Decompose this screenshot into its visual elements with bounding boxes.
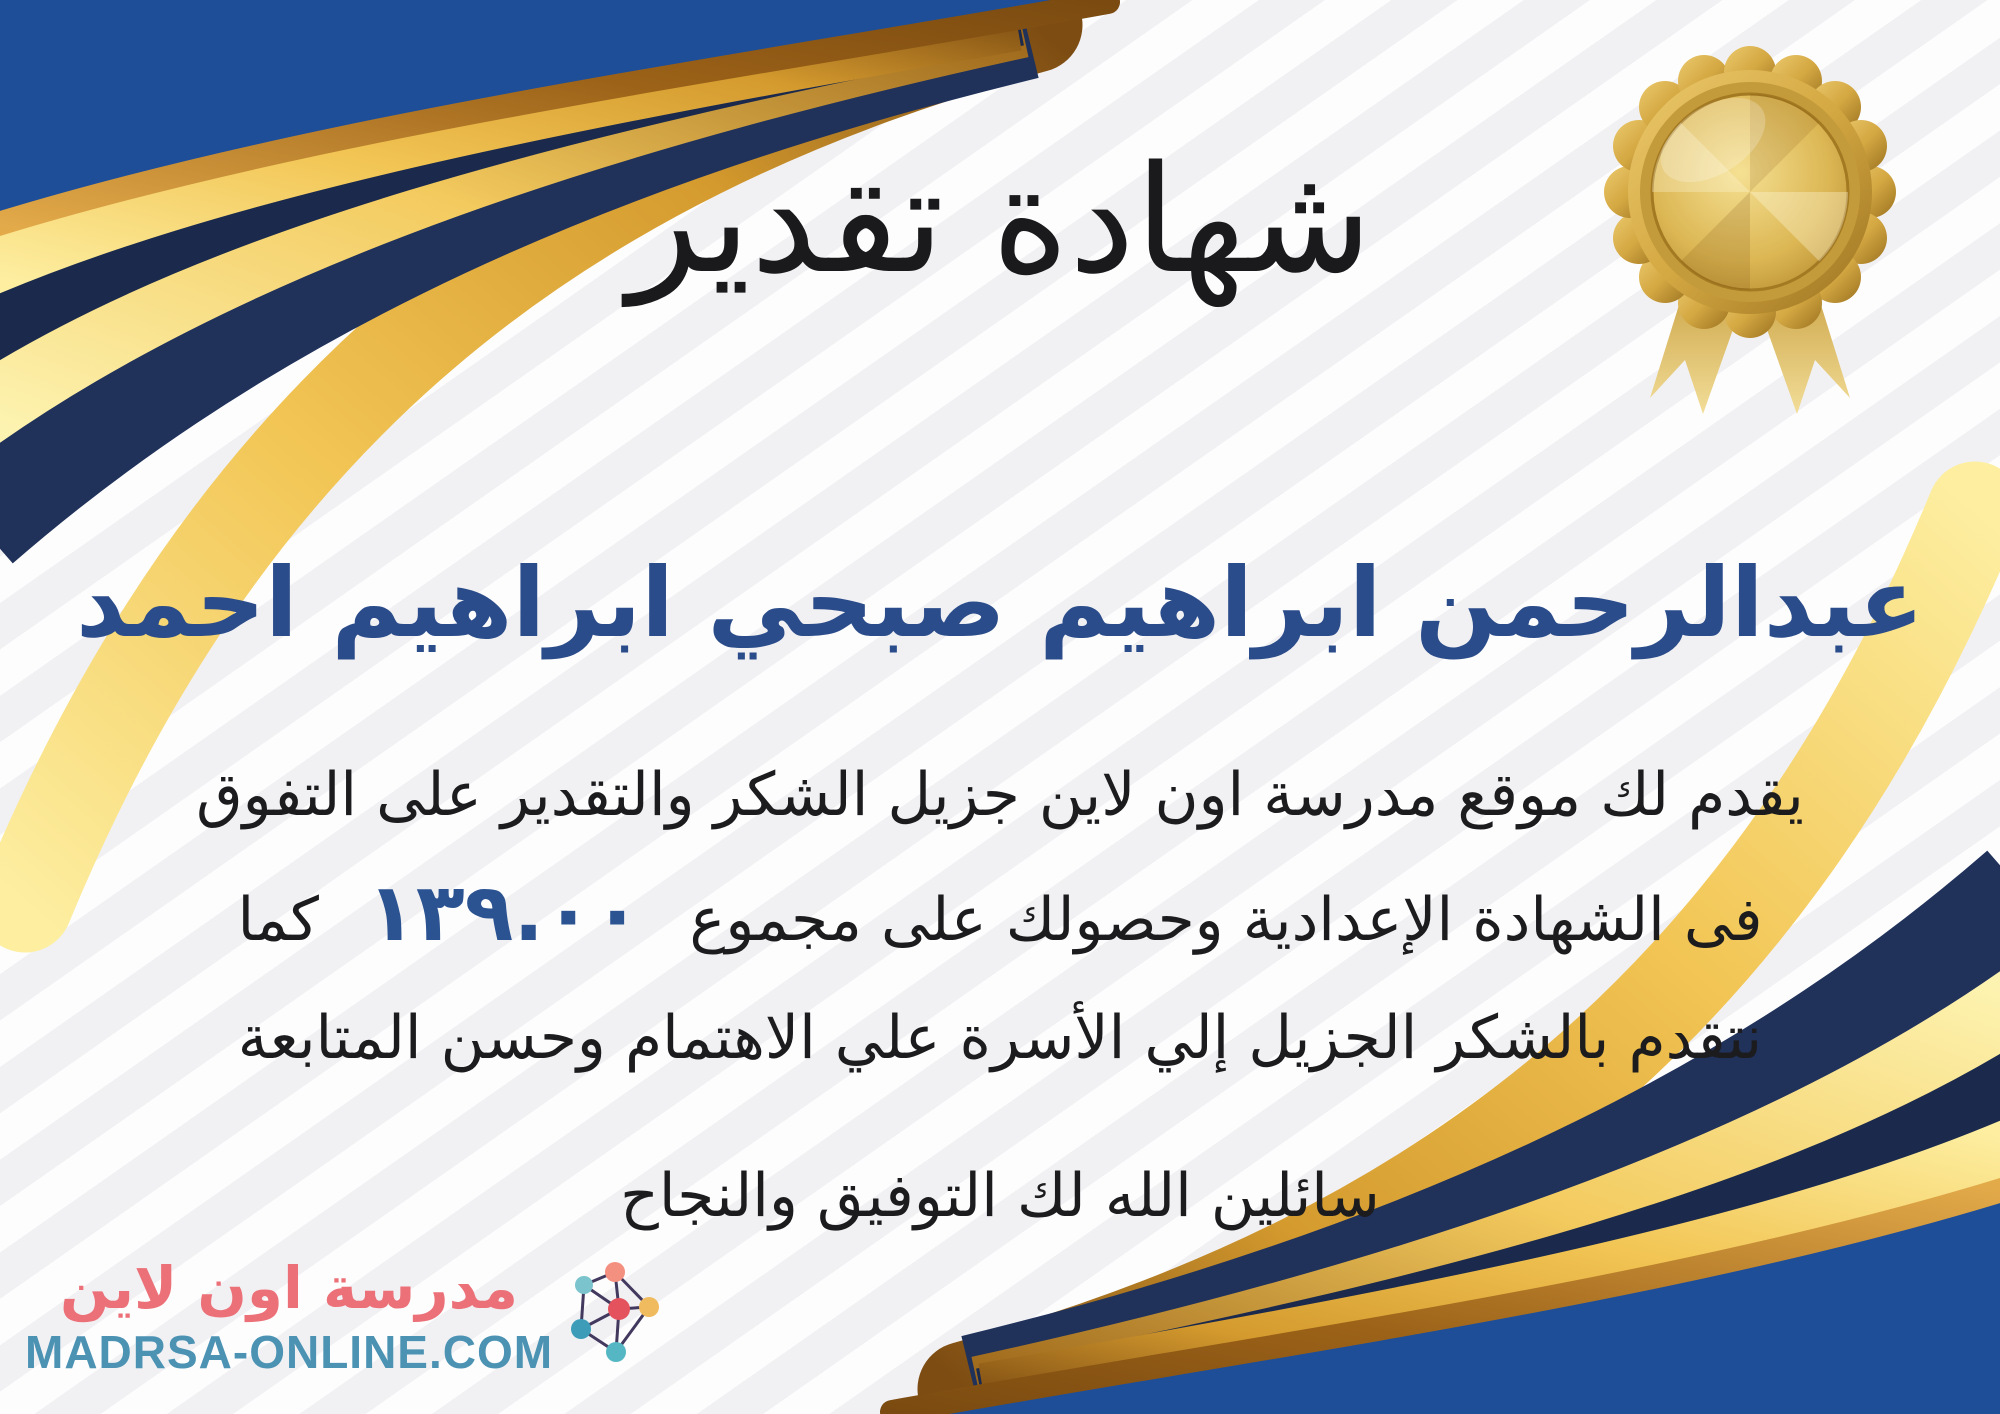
site-logo-text (25, 1252, 553, 1380)
logo-arabic-name: مدرسة اون لاين (60, 1254, 519, 1322)
recipient-name: عبدالرحمن ابراهيم صبحي ابراهيم احمد (76, 547, 1924, 659)
closing-line: سائلين الله لك التوفيق والنجاح (620, 1161, 1380, 1231)
logo-website: MADRSA-ONLINE.COM (25, 1326, 554, 1378)
certificate-body (0, 736, 2000, 1097)
body-line-3: نتقدم بالشكر الجزيل إلي الأسرة علي الاهتمام وحسن المتابعة (237, 1003, 1763, 1073)
body-line-1: يقدم لك موقع مدرسة اون لاين جزيل الشكر والتقدير على التفوق (196, 760, 1804, 830)
body-line-2-text: فى الشهادة الإعدادية وحصولك على مجموع (689, 885, 1763, 955)
network-logo-icon (567, 1255, 667, 1377)
site-logo (25, 1252, 667, 1380)
body-line-2 (0, 854, 2000, 979)
certificate-title: شهادة تقدير (627, 134, 1373, 306)
score-value: ١٣٩.٠٠ (366, 866, 642, 959)
body-line-2-end: كما (237, 885, 319, 955)
